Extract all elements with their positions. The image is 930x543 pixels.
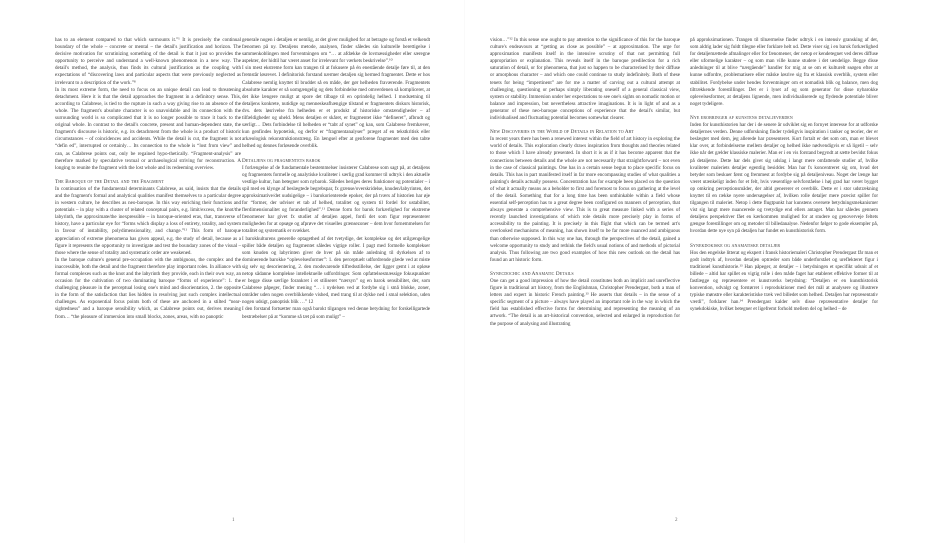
right-page-danish-column bbox=[690, 37, 878, 313]
paragraph: I forlængelse af de fundamentale bestemmelser insisterer Calabrese som sagt på, at detaljens og fragmentets formelle og analytiske kvaliteter i særlig grad kommer til udtryk i den aktuelle vestlige kultur, han betegner som nybarok. Således beriges deres funktioner og potentialer – i spil med en klynge af beslægtede begrebspar, fx grænse/overskridelse, knuden/labyrinten, det approksimative/det uudsigelige – i barokorienterede epoker, der på tværs af historien har øje for “former, der udviser et tab af helhed, totalitet og system til fordel for ustabilitet, flerdimensionalitet og foranderlighed”.¹¹ Denne form for barok forkærlighed for ekstreme fænomener har givet fx studiet af detaljen appel, fordi det som figur repræsenterer muligheden for at opsøge og afprøve det visuelles grænsezoner – dem hvor fornemmelsen for totalitet og systematik er svækket. bbox=[242, 164, 430, 235]
paragraph: In continuation of the fundamental determinants Calabrese, as said, insists that the details and the fragment's formal and analytical qualities manifest themselves to a particular degree in western culture, he describes as neo-baroque. In this way enriching their functions and potentials – in play with a cluster of related conceptual pairs, e.g. limit/excess, the knot/the labyrinth, the approximate/the inexpressible – in baroque-oriented eras, that, transverse of history, have a particular eye for “forms which display a loss of entirety, totality, and system in favour of instability, polydimensionality, and change.”¹¹ This form of baroque appreciation of extreme phenomena has given appeal, e.g. the study of detail, because as a figure it represents the opportunity to investigate and test the boundary zones of the visual – those where the sense of totality and systematic order are weakened. bbox=[55, 185, 241, 256]
paragraph: generale nogen i detaljen er nemlig, at det giver mulighed for at betragte og forstå et velkendt fænomen på ny. Detaljens metode, analysen, finder således sin kulturelle berettigelse i sammenkoblingen med forventningen om “… at afdække de lovmæssigheder eller særegne aspekter, der hidtil har været anset for irrelevant for værkets beskrivelse”.¹⁰ bbox=[242, 37, 430, 65]
section-heading: Nye erobringer af kunstens detaljeverden bbox=[690, 114, 793, 121]
paragraph: In its most extreme form, the need to focus on an unique detail can lead to threatening detachment. Here it is that the detail approaches the fragment in a definitory sense. This, according to Calabrese, is tied to the rupture in such a way giving rise to an absence of the whole. The fragment's absolute character is so unavoidable and its connection with the surrounding world is so complicated that it is no longer possible to trace it back to the original whole. In contrast to the detail's concrete, present and human-dependent state, the fragment's discourse is historic, e.g. its detachment from the whole is a product of historic circumstances – of coincidences and accidents. While the detail is cut, the fragment is not “defin ed”, interrupted or certainly… Its connection to the whole is “lost from view” and can, as Calabrese points out, only be regained hypo-thetically. “Fragment-analysis” are therefore marked by speculative textual or archaeological striving for reconstruction. A longing to reunite the fragment with the lost whole and its redeeming overview. bbox=[55, 86, 241, 171]
paragraph: Hos den engelske litterat og ekspert i fransk historiemaleri Christopher Prendergast får man et godt indtryk af, hvordan detaljen optræder som både underforstået og ureflekteret figur i traditionel kunsthistorie.¹³ Han påpeger, at detaljer – i betydningen et specifikt udsnit af et billede – altid har spillet en vigtig rolle i den måde faget har etableret effektive former til at fastlægge og repræsentere et kunstværks betydning: “Detaljen er en kunsthistorisk konvention, udvalgt og forstørret i reproduktioner med det mål at analysere og illustrere typiske mønstre eller karakteristiske træk ved billedet som helhed. Detaljen har repræsentativ værdi”, forklarer han.¹⁴ Prendergast kalder selv disse repræsentative detaljer for synekdokiske, hvilket betegner et ligefremt forhold mellem del og helhed – de bbox=[690, 249, 878, 313]
section-heading: Synecdochic and Anamatic Details bbox=[490, 270, 574, 277]
paragraph: In the baroque culture's general pre-occupation with the ambiguous, the complex and the inaccessible, both the detail and the fragment therefore play important roles. In alliance with formal complexes such as the knot and the labyrinth they provide, each in their own way, an occasion for the cultivation of two dominating baroque “forms of experience”: 1. the challenging pleasure in the perceptual losing one's mind and disorientation, 2. the opposite in the form of the satisfaction that lies hidden in resolving just such complex intellectual challenges. As exponential focus points both of these are anchored in a stilted “near-sightedness” and a baroque sensibility which, as Calabrese points out, derives meaning from… “the pleasure of immersion into small blocks, zones, areas, with no panoptic bbox=[55, 256, 241, 320]
left-page-danish-column bbox=[242, 37, 430, 321]
paragraph: vision…”¹² In this sense one ought to pay attention to the significance of this for the baroque culture's endeavours at “getting as close as possible” – at approximation. The urge for approximation manifests itself in the intensive scrutiny of that not permitting full appropriation or explanation. This reveals itself in the baroque predilection for a rich saturation of detail, or for phenomena, that just so happen to be characterised by their diffuse or amorphous character – and which one could continue to study indefinitely. Both of these tenets for being “impertinent” are for me a matter of carving out a cultural attempt at challenging, questioning or perhaps simply liberating oneself of a general classical view, system or stability. Immersion under her expectations to see one's sights on nomadic motion or balance and impression, but nevertheless attractive imaginations. It is in light of and as a generator of these neo-baroque conceptions of experience that the detail's similar, but individualised and fluctuating potential becomes somewhat clearer. bbox=[490, 37, 680, 122]
page-number: 2 bbox=[675, 518, 678, 523]
left-page-english-column bbox=[55, 37, 241, 321]
right-page-english-column bbox=[490, 37, 680, 328]
page-number: 1 bbox=[232, 518, 235, 523]
section-heading: New Discoveries in the World of Details in Relation to Art bbox=[490, 129, 634, 136]
section-heading: Synekdokiske og anamatiske detaljer bbox=[690, 242, 781, 249]
section-heading: The Baroque of the Detail and the Fragment bbox=[55, 178, 164, 185]
paragraph: Inden for kunsthistorien har der i de senere år udviklet sig en fornyet interesse for at udforske detaljernes verden. Denne udforskning finder tydeligvis inspiration i tanker og teorier, der er beslægtet med dem, jeg allerede har præsenteret. Kort fortalt er det som om, man er blevet klar over, at forbindelserne mellem detaljer og helhed ikke nødvendigvis er så ligetil – selv ikke når det gælder klassiske malerier. Man er i en vis forstand begyndt at sætte bevidst fokus på detaljerne. Dette har dels givet sig udslag i langt mere omfattende studier af, hvilke kvaliteter maleriets detaljer egentlig besidder. Man har fx koncentreret sig om, hvad det betyder som beskuer først og fremmest at fordybe sig på detaljeniveau. Noget der længe har været utænkeligt inden for et felt, hvis væsentlige selvforståelse i høj grad har været bygget op omkring perceptionsmåder, der altid genererer et overblik. Dette er i stor udstrækning knyttet til en række nyere undersøgelser af, hvilken rolle detaljer mere præcist spiller for tilgangen til maleriet. Netop i dette flugtpunkt har kunstens oversete betydningsmekanismer vist sig langt mere nuancerede og tvetydige end ellers antaget. Man har således gennem detaljens perspektiver fået en kærkommen mulighed for at studere og genoverveje feltets gængse forestillinger om og metoder til billedanalyse. Nedenfor følger to gode eksempler på, hvordan dette nye syn på detaljen har fundet en kunsthistorisk form. bbox=[690, 122, 878, 235]
paragraph: In recent years there has been a renewed interest within the field of art history in exploring the world of details. This exploration clearly draws inspiration from thoughts and theories related to those which I have already presented. In short it is as if it has become apparent that the connections between details and the whole are not necessarily that straightforward – not even in the case of classical paintings. One has in a certain sense begun to place specific focus on details. This has in part manifested itself in far more encompassing studies of what qualities a painting's details actually possess. Concentration has for example been placed on the question of what it actually means as a beholder to first and foremost to focus on gathering at the level of the detail. Something that for a long time has been unthinkable within a field whose essential self-perception has to a great degree been configured on manners of perception, that always generate a comprehensive view. This is to great measure linked with a series of recently launched investigations of which role details more precisely play in forms of accessibility to the painting. It is precisely in this flight that which can be termed art's overlooked mechanisms of meaning, has shown itself to be far more nuanced and ambiguous than otherwise supposed. In this way one has, through the perspectives of the detail, gained a welcome opportunity to study and rethink the field's usual notions of and methods of pictorial analysis. Thus following are two good examples of how this new outlook on the detail has found an art historic form. bbox=[490, 136, 680, 263]
section-heading: Detaljens og fragmentets barok bbox=[242, 157, 321, 164]
right-page bbox=[465, 0, 930, 543]
paragraph: has to an element compared to that which surmounts it.”¹ It is precisely the continual boundary of the whole – concrete or mental – the detail's justification and horizon. The decisive motivation for scrutinizing something of the detail is that it just so provides the opportunity to perceive and understand a well-known phenomenon in a new way. The detail's method, the analysis, thus finds its cultural justification as the coupling with expectations of “discovering laws and particular aspects that were previously neglected as irrelevant to a description of the work.”⁸ bbox=[55, 37, 241, 86]
paragraph: I sin mest ekstreme form kan trangen til at fokusere på én enestående detalje føre til, at den fremstår løsrevet. I definitorisk forstand nærmer detaljen sig hermed fragmentet. Dette er hos Calabrese nemlig knyttet til bruddet så en måde, der gør helheden fraværende. Fragmentets absolutte karakter er så uomgængelig og dets forbindelse med omverdenen så kompliceret, at det ikke længere muligt at spore det tilbage til en oprindelig helhed. I modsætning til detaljens konkrete, nutidige og menneskeafhængige tilstand er fragmentets diskurs historisk, dvs. dets løsrivelse fra helheden er et produkt af historiske omstændigheder – af tilfældigheder og uheld. Mens detaljen er skåret, er fragmentet ikke “defineret”, afbrudt og særligt… Dets forbindelse til helheden er “tabt af synet” og kan, som Calabrese fremhæver, kun genfindes hypotetisk, og derfor er “fragmentanalyser” præget af en tekstkritisk eller arkæologisk rekonstruktionstræng. En længsel efter at genforene fragmentet med den tabte helhed og dennes forløsende overblik. bbox=[242, 65, 430, 150]
paragraph: I barokkulturens generelle optagethed af det tvetydige, det komplekse og det utilgængelige spiller både detaljen og fragmentet således vigtige roller. I pagt med formelle komplekser som knuden og labyrinten giver de hver på sin måde anledning til dyrkelsen af to dominerende barokke “oplevelsesformer”: 1. den perceptuelt udfordrende glæde ved at miste sig selv og desorientering, 2. den modsvarende tilfredsstillelse, der ligger gemt i at opløse netop sådanne komplekse intellektuelle udfordringer. Som opfattelsesmæssige fokuspunkter er begge disse særlige forankret i et stiliseret “nærsyn” og en barok sensibilitet, der, som Calabrese påpeger, finder mening “… i nydelsen ved at fordybe sig i små blokke, zoner, områder uden nogen overblikkende vished, med trang til at dykke ned i smal selektion, uden nogen udsigt, panoptisk blik …” 12 bbox=[242, 235, 430, 306]
paragraph: One can get a good impression of how the detail constitutes both an implicit and unreflective figure in traditional art history, from the Englishman, Christopher Prendergast, both a man of letters and expert in historic French painting.¹³ He asserts that details – in the sense of a specific segment of a picture – always have played an important role in the way in which the field has established effective forms for determining and representing the meaning of an artwork. “The detail is an art-historical convention, selected and enlarged in reproduction for the purpose of analysing and illustrating bbox=[490, 278, 680, 327]
paragraph: I den forstand fortsætter man også barokt tilgangen ved denne betydning for forskelligartede bestræbelser på at “komme så tæt på som muligt” – bbox=[242, 306, 430, 320]
paragraph: på approksimationen. Trangen til tilnærmelse finder udtryk i en intensiv gransking af det, som aldrig lader sig fuldt tilegne eller forklare helt ud. Dette viser sig i en barok forkærlighed for detaljemættede afmalinger eller for fænomener, der netop er kendetegnet ved deres diffuse eller uformelige karakter – og som man ville kunne studere i det uendelige. Begge disse anledninger til at blive “nærgående” handler for mig at se om et kulturelt ssøgen efter at kunne udfordre, problematisere eller måske løsrive sig fra et klassisk overblik, system eller stabilitet. Fordybelse under hendes forventninger om et nomadisk blik og balance, men dog tiltrækkende forestillinger. Det er i lyset af og som generator for disse nybarokke oplevelsesformer, at detaljens lignende, men individualiserede og flydende potentiale bliver noget tydeligere. bbox=[690, 37, 879, 107]
